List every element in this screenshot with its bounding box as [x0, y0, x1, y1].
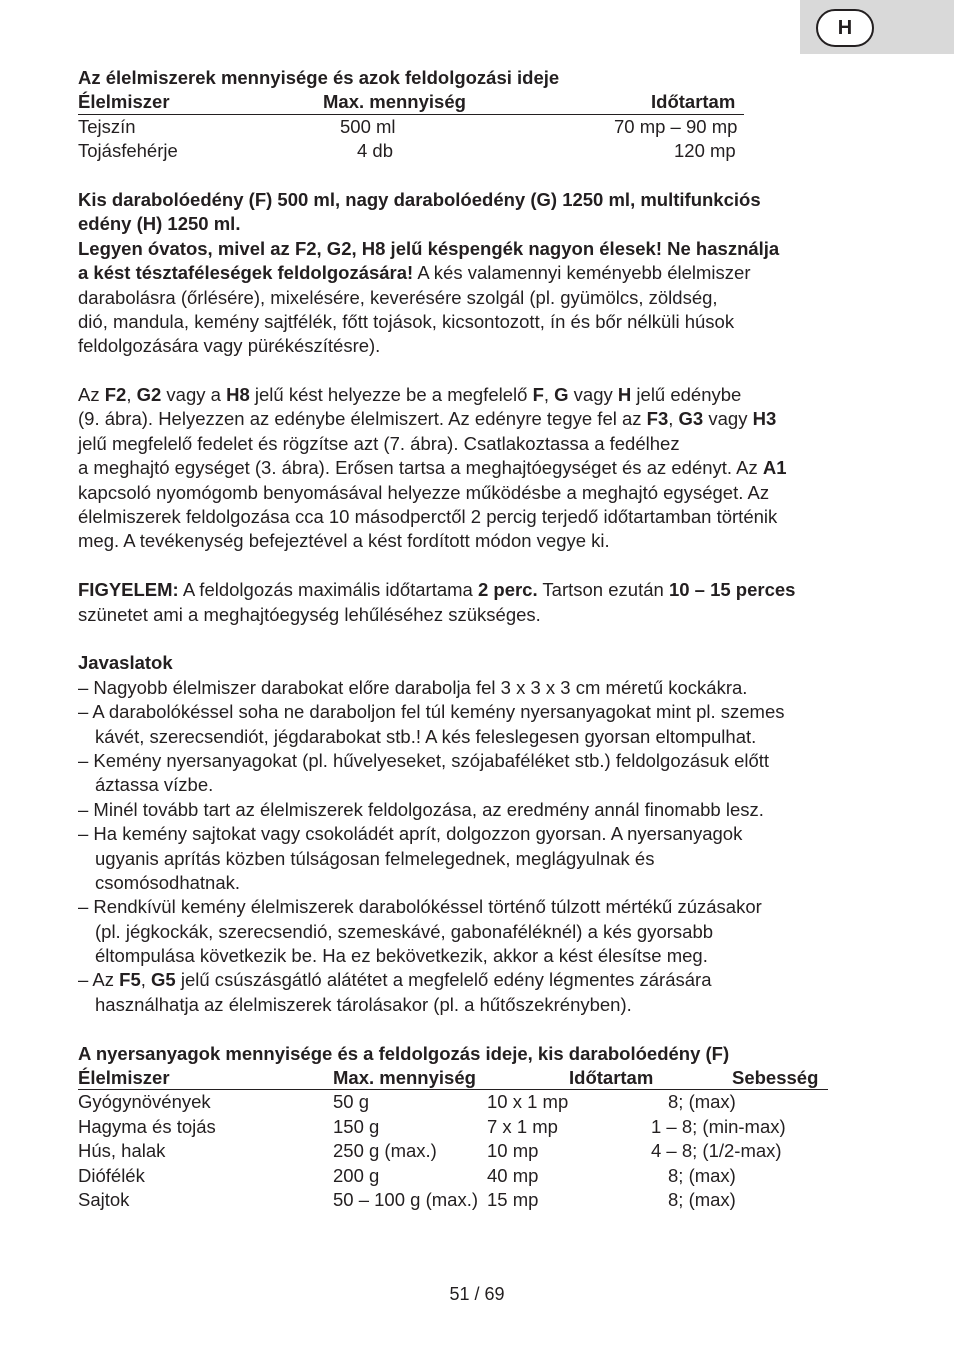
bold-text: G3	[678, 408, 704, 430]
tips-section	[78, 651, 878, 1017]
tip-line	[78, 749, 878, 773]
table2-cell: 8; (max)	[668, 1188, 736, 1210]
table1-header-time: Időtartam	[651, 91, 736, 113]
text-span: – Minél tovább tart az élelmiszerek feldolgozása, az eredmény annál finomabb lesz.	[78, 798, 764, 820]
text-line	[78, 529, 878, 553]
text-span: éltompulása következik be. Ha ez bekövetkezik, akkor a kést élesítse meg.	[95, 945, 708, 967]
text-span: kapcsoló nyomógomb benyomásával helyezze működésbe a meghajtó egységet. Az	[78, 481, 770, 503]
text-line	[78, 383, 878, 407]
table-row	[78, 1188, 878, 1212]
text-span: élelmiszerek feldolgozása cca 10 másodperctől 2 percig terjedő időtartamban történik	[78, 506, 778, 528]
tip-line	[78, 944, 878, 968]
table2-cell: 150 g	[333, 1115, 380, 1137]
text-span: (pl. jégkockák, szerecsendió, szemeskávé, gabonaféléknél) a kés gyorsabb	[95, 920, 714, 942]
text-span: meg. A tevékenység befejeztével a kést fordított módon vegye ki.	[78, 530, 610, 552]
bold-text: F	[532, 384, 544, 406]
tips-title: Javaslatok	[78, 652, 173, 674]
paragraph-containers	[78, 188, 878, 359]
text-span: jelű kést helyezze be a megfelelő	[249, 384, 533, 406]
bold-text: G	[554, 384, 569, 406]
tip-line	[78, 676, 878, 700]
text-span: A kés valamennyi keményebb élelmiszer	[413, 262, 751, 284]
bold-text: F5	[119, 969, 141, 991]
text-span: ,	[668, 408, 679, 430]
table2-header	[78, 1066, 828, 1090]
text-line	[78, 481, 878, 505]
table1-cell: Tejszín	[78, 115, 136, 137]
tip-line	[78, 847, 878, 871]
text-span: kávét, szerecsendiót, jégdarabokat stb.! A kés feleslegesen gyorsan eltompulhat.	[95, 725, 757, 747]
table2-cell: 40 mp	[487, 1164, 539, 1186]
table2-cell: Hús, halak	[78, 1140, 166, 1162]
bold-text: F2	[104, 384, 127, 406]
text-span: ,	[140, 969, 152, 991]
table1-header-food: Élelmiszer	[78, 91, 170, 113]
table2-cell: Diófélék	[78, 1164, 145, 1186]
table1-cell: 120 mp	[674, 140, 736, 162]
tip-line	[78, 798, 878, 822]
text-line	[78, 578, 878, 602]
table2-cell: Sajtok	[78, 1188, 130, 1210]
text-span: – A darabolókéssel soha ne daraboljon fel túl kemény nyersanyagokat mint pl. szemes	[78, 701, 785, 723]
text-span: ,	[543, 384, 555, 406]
page-content	[78, 66, 878, 1212]
text-span: szünetet ami a meghajtóegység lehűléséhez szükséges.	[78, 603, 541, 625]
table2-cell: 7 x 1 mp	[487, 1115, 558, 1137]
text-span: – Nagyobb élelmiszer darabokat előre darabolja fel 3 x 3 x 3 cm méretű kockákra.	[78, 676, 748, 698]
table1-header-qty: Max. mennyiség	[323, 91, 466, 113]
bold-text: F3	[646, 408, 669, 430]
table2-header-qty: Max. mennyiség	[333, 1067, 476, 1089]
text-span: Az	[78, 384, 105, 406]
paragraph-assembly	[78, 383, 878, 554]
table2-cell: Hagyma és tojás	[78, 1115, 216, 1137]
table1-cell: 70 mp – 90 mp	[614, 115, 738, 137]
tip-line	[78, 725, 878, 749]
table-row	[78, 139, 878, 163]
text-span: A feldolgozás maximális időtartama	[178, 579, 478, 601]
text-line	[78, 261, 878, 285]
text-span: vagy	[703, 408, 753, 430]
text-span: Tartson ezután	[537, 579, 669, 601]
table2-cell: 10 mp	[487, 1140, 539, 1162]
table2-cell: 15 mp	[487, 1188, 539, 1210]
table2-header-speed: Sebesség	[732, 1067, 819, 1089]
table2-cell: 50 – 100 g (max.)	[333, 1188, 478, 1210]
text-span: a meghajtó egységet (3. ábra). Erősen tartsa a meghajtóegységet és az edényt. Az	[78, 457, 763, 479]
table-row	[78, 1115, 878, 1139]
table2-body	[78, 1090, 878, 1212]
table1-cell: Tojásfehérje	[78, 140, 178, 162]
table2-cell: 10 x 1 mp	[487, 1091, 569, 1113]
text-span: – Ha kemény sajtokat vagy csokoládét aprít, dolgozzon gyorsan. A nyersanyagok	[78, 823, 743, 845]
bold-text: A1	[762, 457, 787, 479]
table2-header-time: Időtartam	[569, 1067, 654, 1089]
bold-text: H8	[226, 384, 250, 406]
text-span: – Rendkívül kemény élelmiszerek darabolókéssel történő túlzott mértékű zúzásakor	[78, 896, 762, 918]
text-span: áztassa vízbe.	[95, 774, 214, 796]
bold-text: H	[617, 384, 632, 406]
table1-header	[78, 90, 744, 114]
table2-cell: 8; (max)	[668, 1164, 736, 1186]
text-span: használhatja az élelmiszerek tárolásakor (pl. a hűtőszekrényben).	[95, 993, 632, 1015]
tip-line	[78, 773, 878, 797]
text-span: vagy	[568, 384, 618, 406]
text-line: Kis darabolóedény (F) 500 ml, nagy darabolóedény (G) 1250 ml, multifunkciós	[78, 188, 761, 210]
table1-cell: 4 db	[357, 140, 394, 162]
tip-line	[78, 993, 878, 1017]
tip-line	[78, 871, 878, 895]
table2-cell: 4 – 8; (1/2-max)	[651, 1140, 782, 1162]
tips-list	[78, 676, 878, 1017]
bold-text: G5	[151, 969, 176, 991]
bold-text: H3	[752, 408, 777, 430]
text-line: darabolásra (őrlésére), mixelésére, keverésére szolgál (pl. gyümölcs, zöldség,	[78, 286, 718, 308]
language-badge: H	[816, 9, 874, 47]
text-span: jelű csúszásgátló alátétet a megfelelő edény légmentes zárására	[175, 969, 712, 991]
text-span: ,	[126, 384, 137, 406]
tip-line	[78, 920, 878, 944]
text-line	[78, 603, 878, 627]
text-span: jelű megfelelő fedelet és rögzítse azt (7. ábra). Csatlakoztassa a fedélhez	[78, 432, 680, 454]
table2-title: A nyersanyagok mennyisége és a feldolgozás ideje, kis darabolóedény (F)	[78, 1042, 730, 1064]
table2-cell: Gyógynövények	[78, 1091, 211, 1113]
table2-cell: 50 g	[333, 1091, 370, 1113]
text-line	[78, 407, 878, 431]
table-row	[78, 115, 878, 139]
text-line: feldolgozására vagy pürékészítésre).	[78, 335, 381, 357]
bold-text: FIGYELEM:	[78, 579, 179, 601]
table-row	[78, 1164, 878, 1188]
text-span: – Kemény nyersanyagokat (pl. hűvelyeseket, szójabaféléket stb.) feldolgozásuk előtt	[78, 749, 770, 771]
table-row	[78, 1090, 878, 1114]
text-line	[78, 456, 878, 480]
text-span: jelű edénybe	[631, 384, 742, 406]
table2-cell: 200 g	[333, 1164, 380, 1186]
tip-line	[78, 968, 878, 992]
tip-line	[78, 895, 878, 919]
text-span: – Az	[78, 969, 120, 991]
table2-cell: 8; (max)	[668, 1091, 736, 1113]
text-span: csomósodhatnak.	[95, 871, 241, 893]
text-span: vagy a	[161, 384, 227, 406]
table1-title: Az élelmiszerek mennyisége és azok feldolgozási ideje	[78, 67, 560, 88]
text-span: (9. ábra). Helyezzen az edénybe élelmiszert. Az edényre tegye fel az	[78, 408, 647, 430]
page-number: 51 / 69	[449, 1284, 505, 1304]
bold-text: 2 perc.	[477, 579, 538, 601]
bold-text: G2	[136, 384, 162, 406]
language-tab	[800, 0, 954, 54]
text-line	[78, 505, 878, 529]
table-row	[78, 1139, 878, 1163]
table2-header-food: Élelmiszer	[78, 1067, 170, 1089]
tip-line	[78, 700, 878, 724]
text-line: edény (H) 1250 ml.	[78, 213, 241, 235]
table2-cell: 250 g (max.)	[333, 1140, 437, 1162]
table1-cell: 500 ml	[340, 115, 396, 137]
text-span: ugyanis aprítás közben túlságosan felmelegednek, meglágyulnak és	[95, 847, 655, 869]
text-line	[78, 432, 878, 456]
bold-text: 10 – 15 perces	[668, 579, 796, 601]
paragraph-attention	[78, 578, 878, 627]
warning-line: Legyen óvatos, mivel az F2, G2, H8 jelű késpengék nagyon élesek! Ne használja	[78, 237, 780, 259]
table2-cell: 1 – 8; (min-max)	[651, 1115, 786, 1137]
tip-line	[78, 822, 878, 846]
text-line: dió, mandula, kemény sajtfélék, főtt tojások, kicsontozott, ín és bőr nélküli húsok	[78, 310, 735, 332]
warning-text: a kést tésztaféleségek feldolgozására!	[78, 262, 414, 284]
